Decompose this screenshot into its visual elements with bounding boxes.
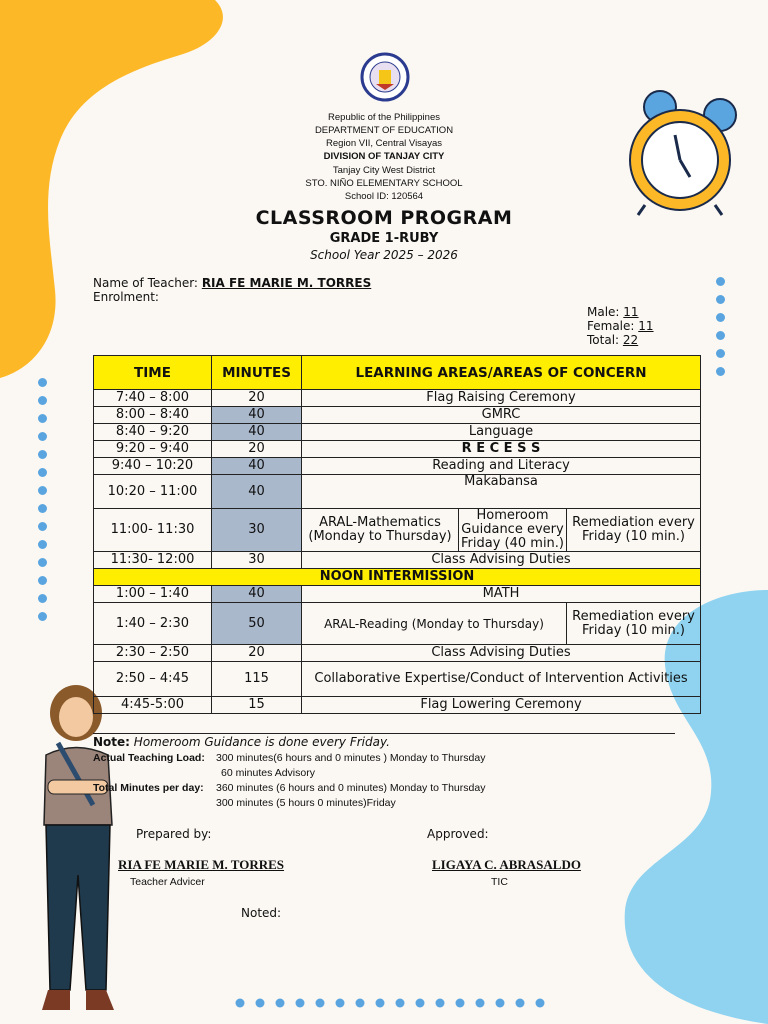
noon-row [94, 569, 701, 586]
teaching-load-label: Actual Teaching Load: [93, 752, 205, 764]
row-time: 9:20 – 9:40 [94, 441, 212, 458]
row-minutes: 15 [212, 697, 302, 714]
table-row [94, 458, 701, 475]
enrolment-counts [587, 305, 654, 347]
prepared-label: Prepared by: [136, 827, 212, 841]
row-minutes: 30 [212, 552, 302, 569]
total-minutes-label: Total Minutes per day: [93, 782, 204, 794]
table-row [94, 407, 701, 424]
row-time: 9:40 – 10:20 [94, 458, 212, 475]
row-minutes: 40 [212, 586, 302, 603]
row-area-homeroom: Homeroom Guidance every Friday (40 min.) [459, 509, 567, 552]
row-area-remediation: Remediation every Friday (10 min.) [567, 509, 701, 552]
header-time: TIME [94, 356, 212, 390]
teacher-name: RIA FE MARIE M. TORRES [201, 276, 372, 290]
header-minutes: MINUTES [212, 356, 302, 390]
note-divider [93, 733, 675, 734]
division-line: DIVISION OF TANJAY CITY [323, 151, 445, 162]
district-line: Tanjay City West District [332, 165, 436, 176]
dots-right [716, 277, 725, 385]
school-id-line: School ID: 120564 [344, 191, 424, 202]
row-area-aral-reading: ARAL-Reading (Monday to Thursday) [302, 603, 567, 645]
preparer-name: RIA FE MARIE M. TORRES [118, 857, 285, 872]
noted-label: Noted: [241, 906, 282, 920]
table-row [94, 697, 701, 714]
row-area: R E C E S S [302, 441, 701, 458]
approver-name: LIGAYA C. ABRASALDO [432, 857, 581, 872]
note-line [93, 735, 390, 749]
row-minutes: 40 [212, 475, 302, 509]
teacher-info [93, 276, 371, 304]
region-line: Region VII, Central Visayas [326, 138, 442, 149]
male-count: 11 [623, 305, 639, 319]
table-row [94, 552, 701, 569]
total-label: Total: [587, 333, 620, 347]
row-minutes: 40 [212, 424, 302, 441]
male-label: Male: [587, 305, 620, 319]
table-header-row [94, 356, 701, 390]
row-area: Reading and Literacy [302, 458, 701, 475]
row-area: MATH [302, 586, 701, 603]
row-time: 8:00 – 8:40 [94, 407, 212, 424]
teacher-label: Name of Teacher: [93, 276, 198, 290]
row-time: 7:40 – 8:00 [94, 390, 212, 407]
dots-left [38, 378, 47, 630]
teaching-load-2: 60 minutes Advisory [221, 767, 315, 779]
row-area: Flag Raising Ceremony [302, 390, 701, 407]
note-label: Note: [93, 735, 130, 749]
row-area: Class Advising Duties [302, 552, 701, 569]
department-line: DEPARTMENT OF EDUCATION [314, 125, 454, 136]
row-area-aral-math: ARAL-Mathematics (Monday to Thursday) [302, 509, 459, 552]
deped-seal-icon [360, 50, 410, 105]
row-time: 2:50 – 4:45 [94, 662, 212, 697]
table-row [94, 441, 701, 458]
schedule-table [93, 355, 701, 714]
table-row [94, 390, 701, 407]
row-minutes: 20 [212, 390, 302, 407]
row-minutes: 40 [212, 458, 302, 475]
school-year: School Year 2025 – 2026 [310, 248, 458, 262]
table-row [94, 645, 701, 662]
row-time: 11:30- 12:00 [94, 552, 212, 569]
row-time: 1:40 – 2:30 [94, 603, 212, 645]
female-label: Female: [587, 319, 635, 333]
table-row [94, 662, 701, 697]
row-area: Flag Lowering Ceremony [302, 697, 701, 714]
enrolment-label: Enrolment: [93, 290, 159, 304]
note-text: Homeroom Guidance is done every Friday. [133, 735, 390, 749]
row-area: Class Advising Duties [302, 645, 701, 662]
row-minutes: 115 [212, 662, 302, 697]
total-count: 22 [622, 333, 639, 347]
row-time: 11:00- 11:30 [94, 509, 212, 552]
approved-label: Approved: [427, 827, 489, 841]
teaching-load-1: 300 minutes(6 hours and 0 minutes ) Monday to Thursday [216, 752, 486, 764]
table-row [94, 586, 701, 603]
page-title: CLASSROOM PROGRAM [255, 207, 513, 229]
dots-bottom [232, 996, 552, 1010]
noon-intermission: NOON INTERMISSION [94, 569, 701, 586]
row-minutes: 30 [212, 509, 302, 552]
header-areas: LEARNING AREAS/AREAS OF CONCERN [302, 356, 701, 390]
total-minutes-2: 300 minutes (5 hours 0 minutes)Friday [216, 797, 396, 809]
preparer-role: Teacher Advicer [130, 876, 205, 888]
table-row [94, 509, 701, 552]
row-area: Makabansa [302, 475, 701, 509]
total-minutes-1: 360 minutes (6 hours and 0 minutes) Monday to Thursday [216, 782, 486, 794]
row-time: 10:20 – 11:00 [94, 475, 212, 509]
table-row [94, 424, 701, 441]
row-area: GMRC [302, 407, 701, 424]
republic-line: Republic of the Philippines [328, 112, 440, 123]
row-time: 8:40 – 9:20 [94, 424, 212, 441]
grade-title: GRADE 1-RUBY [329, 231, 439, 246]
school-line: STO. NIÑO ELEMENTARY SCHOOL [305, 178, 463, 189]
female-count: 11 [638, 319, 654, 333]
row-time: 2:30 – 2:50 [94, 645, 212, 662]
row-area: Language [302, 424, 701, 441]
row-minutes: 20 [212, 645, 302, 662]
row-minutes: 50 [212, 603, 302, 645]
row-minutes: 40 [212, 407, 302, 424]
table-row [94, 475, 701, 509]
row-time: 4:45-5:00 [94, 697, 212, 714]
approver-role: TIC [491, 876, 508, 888]
row-area-remediation: Remediation every Friday (10 min.) [567, 603, 701, 645]
row-area: Collaborative Expertise/Conduct of Intervention Activities [302, 662, 701, 697]
row-time: 1:00 – 1:40 [94, 586, 212, 603]
table-row [94, 603, 701, 645]
row-minutes: 20 [212, 441, 302, 458]
